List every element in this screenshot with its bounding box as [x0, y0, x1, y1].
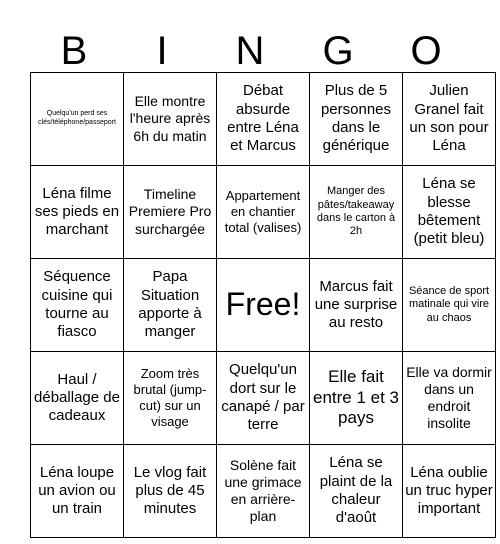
- bingo-cell[interactable]: Léna oublie un truc hyper important: [403, 445, 496, 538]
- card-row: [31, 166, 496, 259]
- title-letter-n: N: [235, 29, 265, 73]
- bingo-cell[interactable]: Quelqu'un dort sur le canapé / par terre: [217, 352, 310, 445]
- bingo-cell[interactable]: Elle va dormir dans un endroit insolite: [403, 352, 496, 445]
- card-row: [31, 259, 496, 352]
- bingo-card: [30, 72, 496, 538]
- bingo-cell[interactable]: Léna se blesse bêtement (petit bleu): [403, 166, 496, 259]
- bingo-cell[interactable]: Plus de 5 personnes dans le générique: [310, 73, 403, 166]
- bingo-cell[interactable]: Haul / déballage de cadeaux: [31, 352, 124, 445]
- bingo-cell[interactable]: Appartement en chantier total (valises): [217, 166, 310, 259]
- bingo-cell[interactable]: Quelqu'un perd ses clés/téléphone/passeport: [31, 73, 124, 166]
- bingo-cell[interactable]: Marcus fait une surprise au resto: [310, 259, 403, 352]
- title-letter-o: O: [410, 29, 442, 73]
- bingo-cell[interactable]: Timeline Premiere Pro surchargée: [124, 166, 217, 259]
- free-space-cell[interactable]: Free!: [217, 259, 310, 352]
- bingo-cell[interactable]: Papa Situation apporte à manger: [124, 259, 217, 352]
- bingo-cell[interactable]: Solène fait une grimace en arrière-plan: [217, 445, 310, 538]
- bingo-cell[interactable]: Elle montre l'heure après 6h du matin: [124, 73, 217, 166]
- card-row: [31, 445, 496, 538]
- bingo-cell[interactable]: Léna filme ses pieds en marchant: [31, 166, 124, 259]
- bingo-cell[interactable]: Léna loupe un avion ou un train: [31, 445, 124, 538]
- bingo-cell[interactable]: Elle fait entre 1 et 3 pays: [310, 352, 403, 445]
- bingo-cell[interactable]: Débat absurde entre Léna et Marcus: [217, 73, 310, 166]
- bingo-cell[interactable]: Zoom très brutal (jump-cut) sur un visage: [124, 352, 217, 445]
- bingo-cell[interactable]: Séance de sport matinale qui vire au chaos: [403, 259, 496, 352]
- bingo-cell[interactable]: Manger des pâtes/takeaway dans le carton à 2h: [310, 166, 403, 259]
- card-row: [31, 352, 496, 445]
- bingo-cell[interactable]: Le vlog fait plus de 45 minutes: [124, 445, 217, 538]
- title-letter-i: I: [156, 29, 168, 73]
- title-letter-g: G: [322, 29, 354, 73]
- bingo-title: [30, 28, 470, 74]
- title-letter-b: B: [60, 29, 88, 73]
- bingo-cell[interactable]: Léna se plaint de la chaleur d'août: [310, 445, 403, 538]
- bingo-cell[interactable]: Julien Granel fait un son pour Léna: [403, 73, 496, 166]
- bingo-cell[interactable]: Séquence cuisine qui tourne au fiasco: [31, 259, 124, 352]
- card-row: [31, 73, 496, 166]
